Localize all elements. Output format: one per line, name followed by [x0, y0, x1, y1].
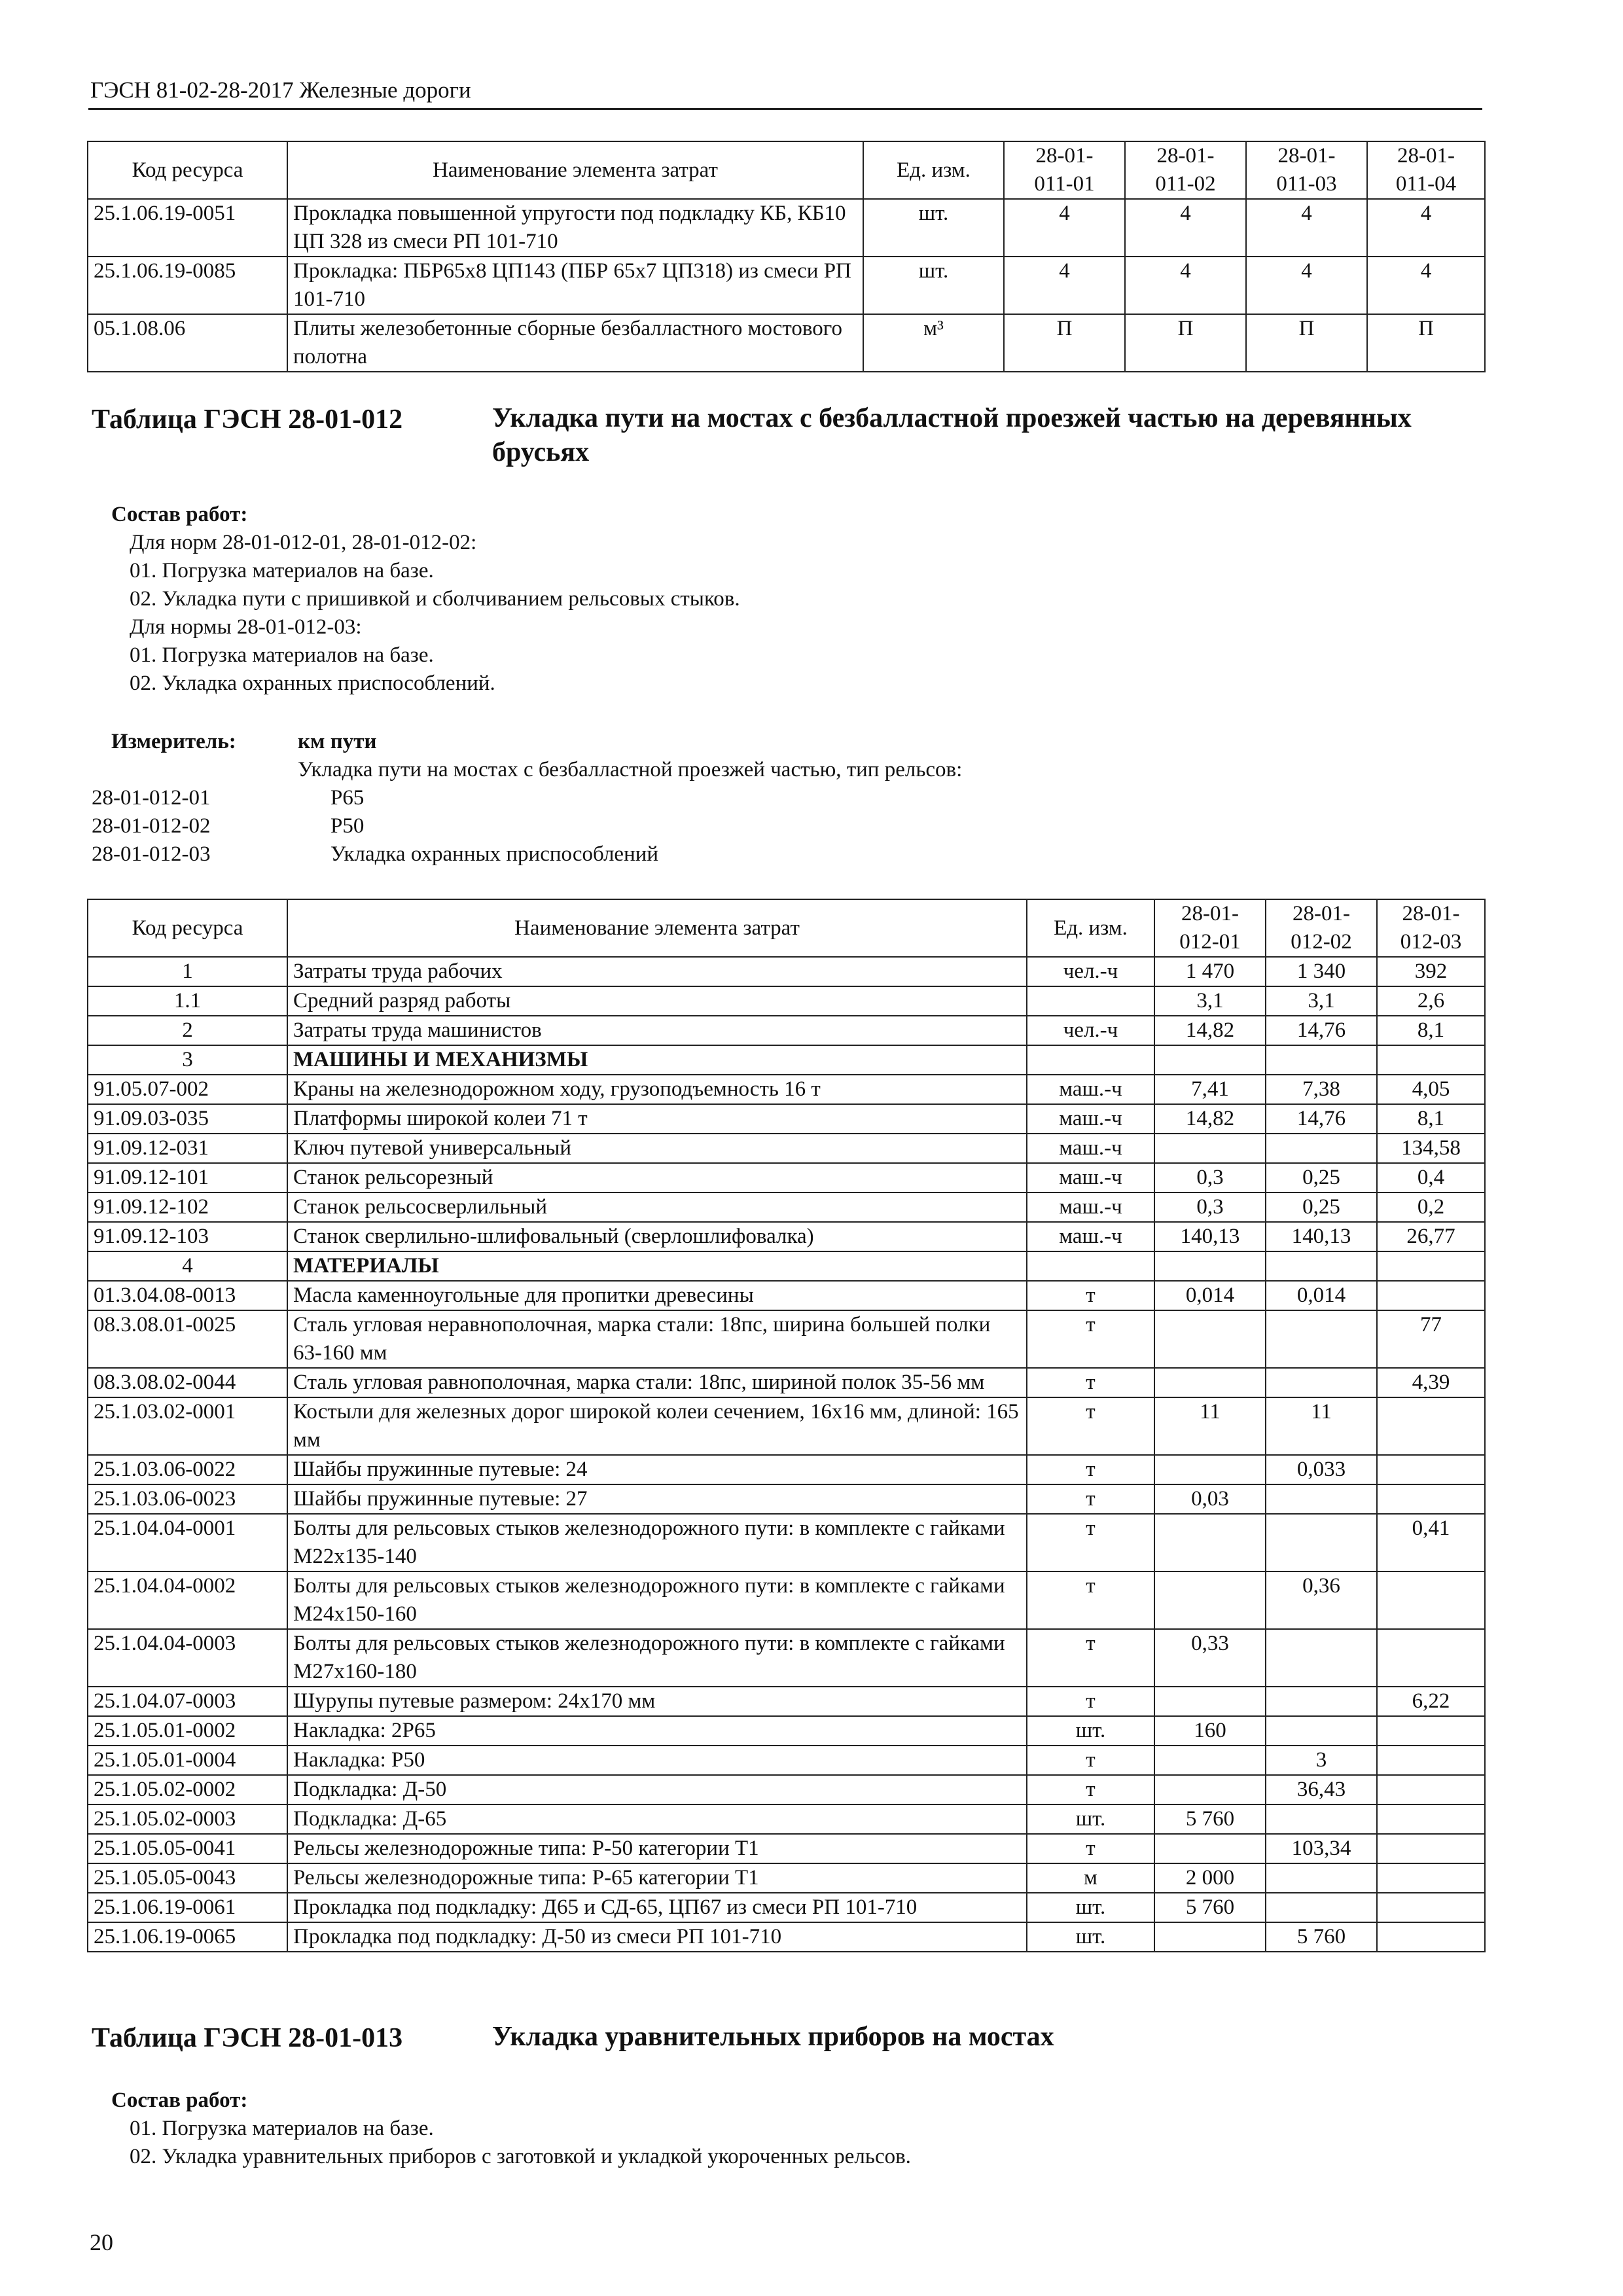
norm-value-cell [1266, 1484, 1377, 1514]
resource-code-cell: 25.1.03.06-0023 [88, 1484, 287, 1514]
norm-value-cell: 0,33 [1154, 1629, 1266, 1687]
unit-cell: маш.-ч [1027, 1134, 1154, 1163]
norm-value-cell [1377, 1834, 1485, 1863]
unit-cell: т [1027, 1455, 1154, 1484]
work-line: 01. Погрузка материалов на базе. [130, 2117, 434, 2140]
unit-cell: м³ [863, 314, 1004, 372]
norm-value-cell: 160 [1154, 1716, 1266, 1746]
unit-cell: м [1027, 1863, 1154, 1893]
unit-cell [1027, 1251, 1154, 1281]
work-line: 01. Погрузка материалов на базе. [130, 643, 434, 667]
cost-element-name-cell: Средний разряд работы [287, 986, 1027, 1016]
table-row [88, 1310, 1485, 1368]
table-row [88, 1104, 1485, 1134]
column-header: 28-01- 011-02 [1125, 141, 1246, 199]
norm-value-cell [1154, 1514, 1266, 1571]
cost-element-name-cell: Рельсы железнодорожные типа: Р-65 категории Т1 [287, 1863, 1027, 1893]
unit-cell: чел.-ч [1027, 1016, 1154, 1045]
norm-value-cell: 103,34 [1266, 1834, 1377, 1863]
norm-value-cell: 7,38 [1266, 1075, 1377, 1104]
column-header: 28-01- 012-02 [1266, 899, 1377, 957]
norm-value-cell [1154, 1834, 1266, 1863]
table-row [88, 1045, 1485, 1075]
norm-value-cell: 4,05 [1377, 1075, 1485, 1104]
unit-cell: маш.-ч [1027, 1193, 1154, 1222]
norm-value-cell: 5 760 [1266, 1922, 1377, 1952]
table-row [88, 1075, 1485, 1104]
norm-value-cell: 3,1 [1154, 986, 1266, 1016]
table-row [88, 1804, 1485, 1834]
cost-element-name-cell: Затраты труда машинистов [287, 1016, 1027, 1045]
table-row [88, 1687, 1485, 1716]
unit-cell: маш.-ч [1027, 1222, 1154, 1251]
resource-code-cell: 25.1.06.19-0051 [88, 199, 287, 257]
meter-label: Измеритель: [111, 730, 236, 753]
column-header: Код ресурса [88, 899, 287, 957]
norm-value-cell [1377, 1397, 1485, 1455]
column-header: Ед. изм. [1027, 899, 1154, 957]
norm-value-cell [1377, 1251, 1485, 1281]
table-013-title: Укладка уравнительных приборов на мостах [492, 2022, 1054, 2052]
norm-value-cell: 0,25 [1266, 1163, 1377, 1193]
column-header: 28-01- 012-01 [1154, 899, 1266, 957]
norm-value-cell: 0,014 [1154, 1281, 1266, 1310]
resource-code-cell: 25.1.06.19-0065 [88, 1922, 287, 1952]
work-line: 02. Укладка уравнительных приборов с заготовкой и укладкой укороченных рельсов. [130, 2145, 911, 2168]
resource-code-cell: 1.1 [88, 986, 287, 1016]
resource-code-cell: 91.09.12-101 [88, 1163, 287, 1193]
unit-cell: т [1027, 1397, 1154, 1455]
unit-cell: чел.-ч [1027, 957, 1154, 986]
norm-name: Р50 [330, 814, 365, 838]
norm-value-cell: 14,82 [1154, 1016, 1266, 1045]
table-row [88, 1484, 1485, 1514]
resource-code-cell: 25.1.04.04-0003 [88, 1629, 287, 1687]
cost-element-name-cell: Рельсы железнодорожные типа: Р-50 категории Т1 [287, 1834, 1027, 1863]
norm-value-cell [1266, 1893, 1377, 1922]
cost-element-name-cell: Подкладка: Д-50 [287, 1775, 1027, 1804]
norm-value-cell [1266, 1045, 1377, 1075]
norm-value-cell: 0,2 [1377, 1193, 1485, 1222]
norm-value-cell [1266, 1368, 1377, 1397]
table-row [88, 1834, 1485, 1863]
resource-code-cell: 25.1.06.19-0061 [88, 1893, 287, 1922]
header-rule [88, 108, 1482, 110]
norm-value-cell: 5 760 [1154, 1893, 1266, 1922]
unit-cell: т [1027, 1687, 1154, 1716]
table-row [88, 1134, 1485, 1163]
norm-value-cell [1154, 1571, 1266, 1629]
resource-code-cell: 01.3.04.08-0013 [88, 1281, 287, 1310]
norm-value-cell: 140,13 [1266, 1222, 1377, 1251]
norm-value-cell [1266, 1629, 1377, 1687]
norm-value-cell: 8,1 [1377, 1016, 1485, 1045]
cost-element-name-cell: Станок рельсорезный [287, 1163, 1027, 1193]
cost-element-name-cell: Станок рельсосверлильный [287, 1193, 1027, 1222]
table-row [88, 957, 1485, 986]
table-012-work-composition [111, 501, 740, 698]
norm-value-cell: 3,1 [1266, 986, 1377, 1016]
norm-value-cell [1154, 1922, 1266, 1952]
norm-value-cell [1266, 1514, 1377, 1571]
table-012-title: Укладка пути на мостах с безбалластной проезжей частью на деревянных брусьях [492, 403, 1412, 467]
unit-cell: т [1027, 1281, 1154, 1310]
table-row [88, 1251, 1485, 1281]
resource-code-cell: 91.09.12-102 [88, 1193, 287, 1222]
meter-value: км пути [298, 730, 377, 753]
norm-value-cell: 392 [1377, 957, 1485, 986]
cost-element-name-cell: Ключ путевой универсальный [287, 1134, 1027, 1163]
norm-value-cell: 8,1 [1377, 1104, 1485, 1134]
norm-value-cell: 134,58 [1377, 1134, 1485, 1163]
unit-cell [1027, 1045, 1154, 1075]
cost-element-name-cell: Сталь угловая неравнополочная, марка стали: 18пс, ширина большей полки 63-160 мм [287, 1310, 1027, 1368]
norm-name: Укладка охранных приспособлений [330, 842, 659, 866]
norm-value-cell: 0,41 [1377, 1514, 1485, 1571]
table-row [88, 1775, 1485, 1804]
work-line: 02. Укладка пути с пришивкой и сболчиванием рельсовых стыков. [130, 587, 740, 611]
column-header: Наименование элемента затрат [287, 899, 1027, 957]
norm-value-cell: 0,033 [1266, 1455, 1377, 1484]
table-row [88, 1222, 1485, 1251]
norm-value-cell: 3 [1266, 1746, 1377, 1775]
norm-value-cell [1154, 1687, 1266, 1716]
norm-value-cell: 11 [1154, 1397, 1266, 1455]
norm-value-cell: 4 [1367, 257, 1485, 314]
column-header: 28-01- 011-04 [1367, 141, 1485, 199]
norm-value-cell: 4,39 [1377, 1368, 1485, 1397]
table-row [88, 1514, 1485, 1571]
resource-code-cell: 91.09.12-031 [88, 1134, 287, 1163]
unit-cell: т [1027, 1629, 1154, 1687]
norm-value-cell [1154, 1746, 1266, 1775]
cost-element-name-cell: Накладка: 2Р65 [287, 1716, 1027, 1746]
resource-code-cell: 1 [88, 957, 287, 986]
cost-element-name-cell: Накладка: Р50 [287, 1746, 1027, 1775]
norm-value-cell [1154, 1134, 1266, 1163]
table-row [88, 1163, 1485, 1193]
resource-code-cell: 25.1.04.04-0001 [88, 1514, 287, 1571]
work-composition-label: Состав работ: [111, 503, 248, 526]
norm-value-cell [1154, 1045, 1266, 1075]
norm-value-cell: 0,4 [1377, 1163, 1485, 1193]
column-header: 28-01- 011-01 [1004, 141, 1125, 199]
work-composition-label: Состав работ: [111, 2089, 248, 2112]
resource-code-cell: 25.1.05.02-0003 [88, 1804, 287, 1834]
work-line: Для норм 28-01-012-01, 28-01-012-02: [130, 531, 477, 554]
norm-value-cell: 1 340 [1266, 957, 1377, 986]
resource-code-cell: 05.1.08.06 [88, 314, 287, 372]
cost-element-name-cell: Платформы широкой колеи 71 т [287, 1104, 1027, 1134]
resource-code-cell: 25.1.03.06-0022 [88, 1455, 287, 1484]
table-013-work-composition [111, 2087, 911, 2171]
norm-value-cell [1377, 1922, 1485, 1952]
table-row [88, 1571, 1485, 1629]
norm-value-cell: П [1125, 314, 1246, 372]
meter-description: Укладка пути на мостах с безбалластной проезжей частью, тип рельсов: [298, 758, 963, 781]
norm-value-cell [1377, 1716, 1485, 1746]
norm-code: 28-01-012-02 [92, 814, 211, 838]
norm-name: Р65 [330, 786, 365, 810]
norm-code: 28-01-012-01 [92, 786, 211, 810]
norm-value-cell [1377, 1629, 1485, 1687]
norm-value-cell: 2,6 [1377, 986, 1485, 1016]
cost-element-name-cell: Прокладка под подкладку: Д65 и СД-65, ЦП67 из смеси РП 101-710 [287, 1893, 1027, 1922]
cost-element-name-cell: Болты для рельсовых стыков железнодорожного пути: в комплекте с гайками М27х160-180 [287, 1629, 1027, 1687]
table-header-row [88, 899, 1485, 957]
cost-element-name-cell: Прокладка: ПБР65х8 ЦП143 (ПБР 65х7 ЦП318) из смеси РП 101-710 [287, 257, 863, 314]
table-header-row [88, 141, 1485, 199]
norm-value-cell [1154, 1251, 1266, 1281]
norm-value-cell: 0,36 [1266, 1571, 1377, 1629]
norm-value-cell: 26,77 [1377, 1222, 1485, 1251]
unit-cell: маш.-ч [1027, 1075, 1154, 1104]
norm-value-cell [1154, 1368, 1266, 1397]
unit-cell: т [1027, 1834, 1154, 1863]
norm-value-cell: П [1004, 314, 1125, 372]
norm-value-cell: 4 [1246, 257, 1367, 314]
norm-value-cell: 14,76 [1266, 1016, 1377, 1045]
norm-value-cell: 0,25 [1266, 1193, 1377, 1222]
running-header: ГЭСН 81-02-28-2017 Железные дороги [90, 77, 471, 103]
column-header: Код ресурса [88, 141, 287, 199]
column-header: Наименование элемента затрат [287, 141, 863, 199]
cost-element-name-cell: Болты для рельсовых стыков железнодорожного пути: в комплекте с гайками М22х135-140 [287, 1514, 1027, 1571]
norm-value-cell [1377, 1484, 1485, 1514]
table-row [88, 1893, 1485, 1922]
unit-cell [1027, 986, 1154, 1016]
work-line: 01. Погрузка материалов на базе. [130, 559, 434, 583]
norm-value-cell [1154, 1310, 1266, 1368]
table-row [88, 1281, 1485, 1310]
norm-value-cell: 11 [1266, 1397, 1377, 1455]
norm-value-cell [1266, 1310, 1377, 1368]
table-row [88, 1016, 1485, 1045]
resource-table-012 [87, 899, 1486, 1952]
table-012-code: Таблица ГЭСН 28-01-012 [92, 404, 403, 435]
cost-element-name-cell: Болты для рельсовых стыков железнодорожного пути: в комплекте с гайками М24х150-160 [287, 1571, 1027, 1629]
unit-cell: т [1027, 1514, 1154, 1571]
unit-cell: т [1027, 1571, 1154, 1629]
norm-value-cell: 140,13 [1154, 1222, 1266, 1251]
norm-value-cell [1266, 1687, 1377, 1716]
page-number: 20 [90, 2229, 113, 2255]
cost-element-name-cell: Масла каменноугольные для пропитки древесины [287, 1281, 1027, 1310]
norm-value-cell [1377, 1281, 1485, 1310]
norm-value-cell: 0,03 [1154, 1484, 1266, 1514]
norm-value-cell: 2 000 [1154, 1863, 1266, 1893]
resource-code-cell: 2 [88, 1016, 287, 1045]
resource-code-cell: 25.1.05.01-0004 [88, 1746, 287, 1775]
norm-value-cell [1266, 1863, 1377, 1893]
cost-element-name-cell: Прокладка под подкладку: Д-50 из смеси РП 101-710 [287, 1922, 1027, 1952]
unit-cell: т [1027, 1368, 1154, 1397]
table-row [88, 1922, 1485, 1952]
table-013-code: Таблица ГЭСН 28-01-013 [92, 2023, 403, 2053]
norm-value-cell [1377, 1863, 1485, 1893]
norm-value-cell [1377, 1746, 1485, 1775]
work-line: Для нормы 28-01-012-03: [130, 615, 362, 639]
cost-element-name-cell: Подкладка: Д-65 [287, 1804, 1027, 1834]
norm-value-cell [1266, 1134, 1377, 1163]
norm-value-cell: П [1246, 314, 1367, 372]
norm-value-cell [1377, 1045, 1485, 1075]
table-row [88, 257, 1485, 314]
norm-value-cell: 7,41 [1154, 1075, 1266, 1104]
resource-code-cell: 91.09.03-035 [88, 1104, 287, 1134]
norm-value-cell [1377, 1455, 1485, 1484]
resource-code-cell: 08.3.08.01-0025 [88, 1310, 287, 1368]
table-row [88, 1455, 1485, 1484]
norm-code: 28-01-012-03 [92, 842, 211, 866]
norm-value-cell [1377, 1804, 1485, 1834]
norm-value-cell [1377, 1571, 1485, 1629]
column-header: 28-01- 011-03 [1246, 141, 1367, 199]
norm-value-cell: 4 [1125, 199, 1246, 257]
resource-code-cell: 25.1.05.02-0002 [88, 1775, 287, 1804]
unit-cell: шт. [863, 257, 1004, 314]
unit-cell: шт. [863, 199, 1004, 257]
norm-value-cell: 6,22 [1377, 1687, 1485, 1716]
norm-value-cell: 0,3 [1154, 1163, 1266, 1193]
table-row [88, 1863, 1485, 1893]
unit-cell: т [1027, 1310, 1154, 1368]
resource-code-cell: 25.1.04.07-0003 [88, 1687, 287, 1716]
norm-value-cell: 1 470 [1154, 957, 1266, 986]
norm-value-cell: 36,43 [1266, 1775, 1377, 1804]
work-line: 02. Укладка охранных приспособлений. [130, 672, 495, 695]
cost-element-name-cell: Сталь угловая равнополочная, марка стали: 18пс, шириной полок 35-56 мм [287, 1368, 1027, 1397]
unit-cell: маш.-ч [1027, 1163, 1154, 1193]
unit-cell: шт. [1027, 1716, 1154, 1746]
cost-element-name-cell: Прокладка повышенной упругости под подкладку КБ, КБ10 ЦП 328 из смеси РП 101-710 [287, 199, 863, 257]
cost-element-name-cell: Краны на железнодорожном ходу, грузоподъемность 16 т [287, 1075, 1027, 1104]
norm-value-cell: 4 [1246, 199, 1367, 257]
table-row [88, 1746, 1485, 1775]
norm-value-cell: 77 [1377, 1310, 1485, 1368]
cost-element-name-cell: Шайбы пружинные путевые: 24 [287, 1455, 1027, 1484]
norm-value-cell [1377, 1775, 1485, 1804]
unit-cell: т [1027, 1746, 1154, 1775]
table-row [88, 1716, 1485, 1746]
column-header: 28-01- 012-03 [1377, 899, 1485, 957]
norm-value-cell: 4 [1367, 199, 1485, 257]
resource-code-cell: 25.1.05.05-0043 [88, 1863, 287, 1893]
column-header: Ед. изм. [863, 141, 1004, 199]
resource-code-cell: 08.3.08.02-0044 [88, 1368, 287, 1397]
resource-code-cell: 91.05.07-002 [88, 1075, 287, 1104]
cost-element-name-cell: Затраты труда рабочих [287, 957, 1027, 986]
unit-cell: шт. [1027, 1804, 1154, 1834]
cost-element-name-cell: Шайбы пружинные путевые: 27 [287, 1484, 1027, 1514]
cost-element-name-cell: Шурупы путевые размером: 24х170 мм [287, 1687, 1027, 1716]
cost-element-name-cell: Станок сверлильно-шлифовальный (сверлошлифовалка) [287, 1222, 1027, 1251]
norm-value-cell [1266, 1804, 1377, 1834]
resource-code-cell: 25.1.04.04-0002 [88, 1571, 287, 1629]
resource-code-cell: 25.1.03.02-0001 [88, 1397, 287, 1455]
unit-cell: т [1027, 1484, 1154, 1514]
table-row [88, 1629, 1485, 1687]
norm-value-cell [1377, 1893, 1485, 1922]
unit-cell: маш.-ч [1027, 1104, 1154, 1134]
resource-code-cell: 3 [88, 1045, 287, 1075]
unit-cell: шт. [1027, 1893, 1154, 1922]
table-row [88, 1193, 1485, 1222]
resource-table-011 [87, 141, 1486, 372]
norm-value-cell [1154, 1775, 1266, 1804]
resource-code-cell: 91.09.12-103 [88, 1222, 287, 1251]
norm-value-cell: 4 [1125, 257, 1246, 314]
norm-value-cell: 4 [1004, 257, 1125, 314]
norm-value-cell: 0,3 [1154, 1193, 1266, 1222]
norm-value-cell: 5 760 [1154, 1804, 1266, 1834]
norm-value-cell [1154, 1455, 1266, 1484]
resource-code-cell: 25.1.05.01-0002 [88, 1716, 287, 1746]
cost-element-name-cell: МАШИНЫ И МЕХАНИЗМЫ [287, 1045, 1027, 1075]
norm-value-cell [1266, 1251, 1377, 1281]
unit-cell: шт. [1027, 1922, 1154, 1952]
cost-element-name-cell: Костыли для железных дорог широкой колеи сечением, 16х16 мм, длиной: 165 мм [287, 1397, 1027, 1455]
norm-value-cell: П [1367, 314, 1485, 372]
norm-value-cell: 4 [1004, 199, 1125, 257]
table-row [88, 199, 1485, 257]
cost-element-name-cell: МАТЕРИАЛЫ [287, 1251, 1027, 1281]
norm-value-cell [1266, 1716, 1377, 1746]
table-row [88, 314, 1485, 372]
unit-cell: т [1027, 1775, 1154, 1804]
norm-value-cell: 0,014 [1266, 1281, 1377, 1310]
table-row [88, 1397, 1485, 1455]
table-row [88, 1368, 1485, 1397]
resource-code-cell: 25.1.05.05-0041 [88, 1834, 287, 1863]
resource-code-cell: 25.1.06.19-0085 [88, 257, 287, 314]
table-row [88, 986, 1485, 1016]
norm-value-cell: 14,76 [1266, 1104, 1377, 1134]
resource-code-cell: 4 [88, 1251, 287, 1281]
cost-element-name-cell: Плиты железобетонные сборные безбалластного мостового полотна [287, 314, 863, 372]
norm-value-cell: 14,82 [1154, 1104, 1266, 1134]
